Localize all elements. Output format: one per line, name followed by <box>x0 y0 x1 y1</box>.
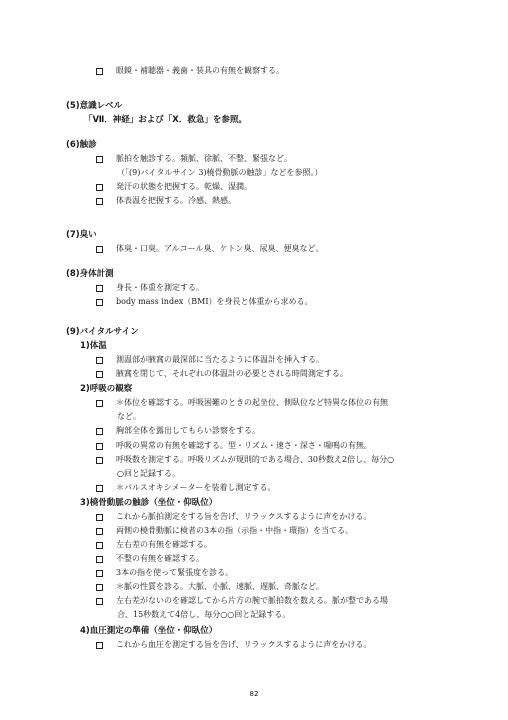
checklist-item-text: body mass index（BMI）を身長と体重から求める。 <box>116 297 313 306</box>
checkbox-icon <box>96 570 103 577</box>
section-heading: (7)臭い <box>66 230 97 240</box>
checklist-item <box>96 525 353 537</box>
checkbox-icon <box>96 299 103 306</box>
checkbox-icon <box>96 485 103 492</box>
subsection-heading: 4)血圧測定の準備（坐位・仰臥位） <box>80 626 218 636</box>
page-number: 82 <box>249 690 259 698</box>
checkbox-icon <box>96 246 103 253</box>
checkbox-icon <box>96 428 103 435</box>
checkbox-icon <box>96 528 103 535</box>
checklist-item <box>96 296 313 308</box>
checklist-item <box>96 567 233 579</box>
checklist-item-text: 体表温を把握する。冷感、熱感。 <box>116 196 236 205</box>
checklist-item <box>96 397 388 409</box>
subsection-heading: 3)橈骨動脈の触診（坐位・仰臥位） <box>80 498 218 508</box>
checklist-item <box>96 282 204 294</box>
checklist-item <box>96 511 371 523</box>
checklist-item-text: 両側の橈骨動脈に検者の3本の指（示指・中指・環指）を当てる。 <box>116 526 354 535</box>
checklist-item-text: 発汗の状態を把握する。乾燥、湿潤。 <box>116 182 252 191</box>
checklist-item <box>96 243 324 255</box>
subsection-heading: 1)体温 <box>80 341 107 351</box>
checkbox-icon <box>96 357 103 364</box>
checklist-item <box>96 581 324 593</box>
continuation-text: （「(9)バイタルサイン 3)橈骨動脈の触診」などを参照。） <box>117 168 323 177</box>
section-heading: (6)触診 <box>66 140 97 150</box>
checklist-item <box>96 425 260 437</box>
checklist-item <box>96 454 394 466</box>
checklist-item-text: ＊パルスオキシメーターを装着し測定する。 <box>116 483 276 492</box>
checklist-item <box>96 65 284 77</box>
checklist-item <box>96 195 236 207</box>
checkbox-icon <box>96 457 103 464</box>
checklist-item-text: 3本の指を使って緊張度を診る。 <box>116 568 234 577</box>
section-heading: (9)バイタルサイン <box>66 327 139 337</box>
checklist-item <box>96 440 372 452</box>
continuation-text: 合、15秒数えて4倍し、毎分○○回と記録する。 <box>117 610 291 619</box>
checkbox-icon <box>96 642 103 649</box>
checklist-item <box>96 368 348 380</box>
checklist-item-text: 腋窩を閉じて、それぞれの体温計の必要とされる時間測定する。 <box>116 369 348 378</box>
checklist-item <box>96 482 275 494</box>
continuation-text: ○回と記録する。 <box>117 469 180 478</box>
checklist-item <box>96 639 371 651</box>
checkbox-icon <box>96 542 103 549</box>
checkbox-icon <box>96 400 103 407</box>
section-heading: (8)身体計測 <box>66 269 114 279</box>
subsection-heading: 2)呼吸の観察 <box>80 384 133 394</box>
checkbox-icon <box>96 598 103 605</box>
checklist-item-text: 呼吸の異常の有無を確認する。型・リズム・速さ・深さ・喘鳴の有無。 <box>116 441 372 450</box>
checkbox-icon <box>96 371 103 378</box>
checkbox-icon <box>96 184 103 191</box>
checklist-item <box>96 153 292 165</box>
checklist-item-text: これから脈拍測定をする旨を告げ、リラックスするように声をかける。 <box>116 512 372 521</box>
checklist-item-text: 呼吸数を測定する。呼吸リズムが規則的である場合、30秒数え2倍し、毎分○ <box>116 455 395 464</box>
checklist-item <box>96 181 252 193</box>
reference-note: 「Ⅶ．神経」および「Ⅹ．救急」を参照。 <box>84 115 247 125</box>
checklist-item-text: 身長・体重を測定する。 <box>116 283 204 292</box>
section-heading: (5)意識レベル <box>66 101 123 111</box>
checklist-item <box>96 354 324 366</box>
checkbox-icon <box>96 156 103 163</box>
checklist-item-text: 脈拍を触診する。頻脈、徐脈、不整、緊張など。 <box>116 154 292 163</box>
checklist-item <box>96 595 388 607</box>
checklist-item-text: 体臭・口臭。アルコール臭、ケトン臭、尿臭、便臭など。 <box>116 244 324 253</box>
checkbox-icon <box>96 584 103 591</box>
checklist-item-text: 胸部全体を露出してもらい診察をする。 <box>116 426 260 435</box>
checklist-item-text: 不整の有無を確認する。 <box>116 554 204 563</box>
checklist-item-text: 測温部が腋窩の最深部に当たるように体温計を挿入する。 <box>116 355 324 364</box>
checkbox-icon <box>96 556 103 563</box>
checklist-item-text: ＊脈の性質を診る。大脈、小脈、速脈、遅脈、奇脈など。 <box>116 582 324 591</box>
checkbox-icon <box>96 443 103 450</box>
checkbox-icon <box>96 285 103 292</box>
checkbox-icon <box>96 68 103 75</box>
checklist-item-text: これから血圧を測定する旨を告げ、リラックスするように声をかける。 <box>116 640 372 649</box>
checklist-item-text: 左右差の有無を確認する。 <box>116 540 212 549</box>
checkbox-icon <box>96 198 103 205</box>
checklist-item-text: 左右差がないのを確認してから片方の腕で脈拍数を数える。脈が整である場 <box>116 596 388 605</box>
checklist-item-text: ＊体位を確認する。呼吸困難のときの起坐位、側臥位など特異な体位の有無 <box>116 398 388 407</box>
checkbox-icon <box>96 514 103 521</box>
continuation-text: など。 <box>117 412 141 421</box>
checklist-item <box>96 539 212 551</box>
checklist-item-text: 眼鏡・補聴器・義歯・装具の有無を観察する。 <box>116 66 284 75</box>
checklist-item <box>96 553 204 565</box>
